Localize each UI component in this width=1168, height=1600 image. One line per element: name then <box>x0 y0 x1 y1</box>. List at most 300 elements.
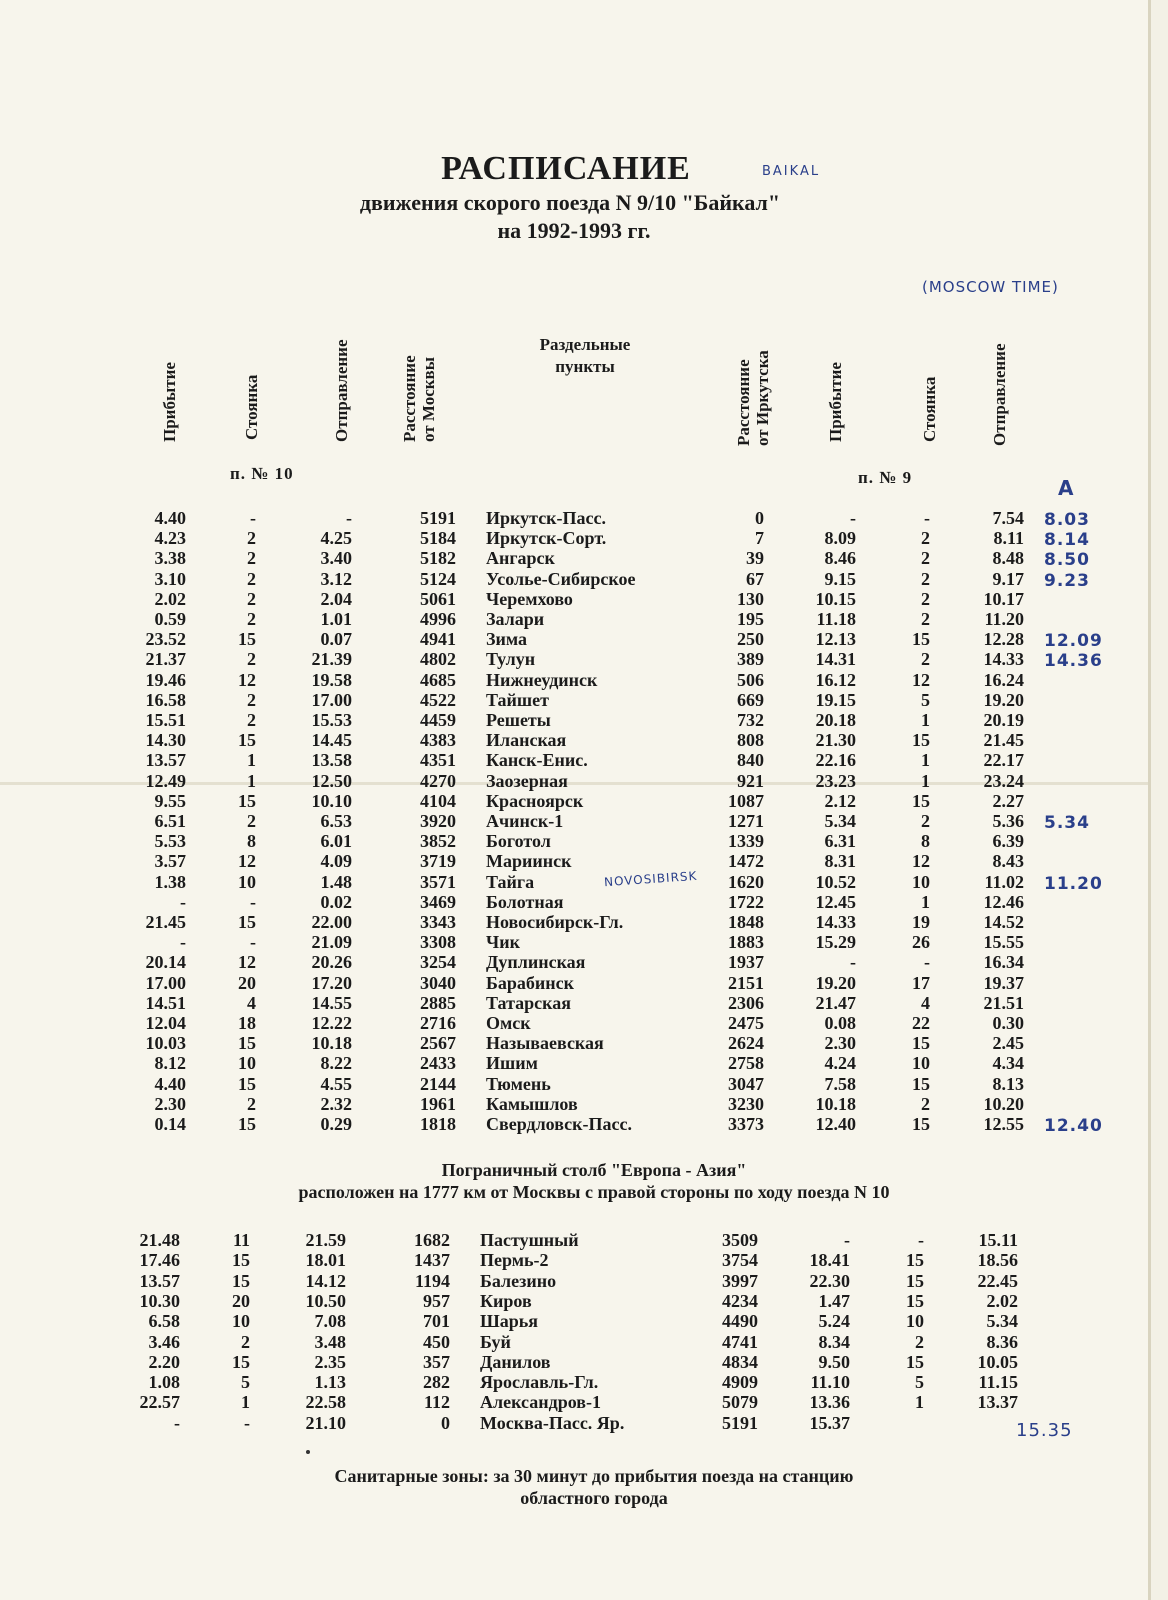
cell-arr9: 8.46 <box>824 548 856 569</box>
cell-arr10: 14.30 <box>145 730 186 751</box>
table-row <box>0 569 1168 589</box>
cell-arr9: - <box>850 508 856 528</box>
cell-stop10: 2 <box>247 710 256 730</box>
cell-name: Свердловск-Пасс. <box>486 1114 633 1134</box>
cell-name: Данилов <box>480 1351 551 1372</box>
cell-stop10: 1 <box>247 750 256 771</box>
cell-stop10: 15 <box>232 1351 250 1372</box>
cell-dm: 701 <box>423 1311 450 1332</box>
cell-di: 130 <box>737 588 764 609</box>
cell-dm: 3469 <box>420 891 456 912</box>
table-row <box>0 1332 1168 1352</box>
cell-di: 808 <box>737 730 764 751</box>
cell-di: 389 <box>737 649 764 670</box>
cell-stop10: 10 <box>232 1311 250 1332</box>
cell-arr10: 17.46 <box>139 1250 180 1271</box>
cell-stop10: - <box>250 932 256 953</box>
cell-name: Мариинск <box>486 851 572 872</box>
cell-dep9: 14.33 <box>983 649 1024 670</box>
cell-arr10: 20.14 <box>145 952 186 973</box>
table-row <box>0 1250 1168 1270</box>
cell-hw: 8.03 <box>1044 510 1090 530</box>
cell-stop10: 2 <box>247 548 256 569</box>
cell-stop9: 15 <box>912 1114 930 1134</box>
cell-name: Барабинск <box>486 972 575 993</box>
cell-dep9: 11.15 <box>978 1372 1018 1393</box>
cell-dep10: 10.10 <box>311 790 352 811</box>
table-row <box>0 993 1168 1013</box>
cell-stop9: 17 <box>912 972 930 993</box>
cell-dep10: 2.35 <box>314 1351 346 1372</box>
cell-arr9: 9.15 <box>824 568 856 589</box>
cell-name: Иркутск-Сорт. <box>486 528 607 549</box>
cell-arr10: 13.57 <box>145 750 186 771</box>
cell-arr10: 4.40 <box>154 508 186 528</box>
cell-stop10: 15 <box>238 912 256 932</box>
cell-stop10: 20 <box>232 1290 250 1311</box>
header-dist-irkutsk-line1: Расстояние <box>734 359 753 446</box>
cell-dm: 4270 <box>420 770 456 791</box>
cell-di: 669 <box>737 689 764 710</box>
cell-name: Называевская <box>486 1033 604 1054</box>
cell-dep10: 12.22 <box>311 1013 352 1033</box>
cell-stop9: 1 <box>921 891 930 912</box>
cell-arr9: 19.20 <box>815 972 856 993</box>
cell-di: 1848 <box>728 912 764 932</box>
table-row <box>0 1271 1168 1291</box>
cell-di: 4834 <box>722 1351 758 1372</box>
cell-name: Тюмень <box>486 1073 551 1094</box>
cell-stop10: 15 <box>238 1073 256 1094</box>
cell-arr10: 4.40 <box>154 1073 186 1094</box>
table-row <box>0 912 1168 932</box>
cell-name: Нижнеудинск <box>486 669 598 690</box>
cell-arr10: 22.57 <box>139 1392 180 1413</box>
cell-name: Тайга <box>486 871 535 892</box>
cell-arr9: 23.23 <box>815 770 856 791</box>
cell-name: Ишим <box>486 1053 538 1074</box>
cell-dep9: 12.46 <box>983 891 1024 912</box>
cell-dm: 2567 <box>420 1033 456 1054</box>
train-9-label: п. № 9 <box>858 468 913 487</box>
cell-arr9: 0.08 <box>824 1013 856 1033</box>
table-row <box>0 811 1168 831</box>
header-departure-9: Отправление <box>990 343 1009 446</box>
handwritten-moscow-time: (MOSCOW TIME) <box>922 278 1059 296</box>
cell-arr10: 9.55 <box>154 790 186 811</box>
cell-arr10: - <box>174 1412 180 1433</box>
table-row <box>0 548 1168 571</box>
cell-stop9: 5 <box>921 689 930 710</box>
cell-stop10: 20 <box>238 972 256 993</box>
cell-dm: 4802 <box>420 649 456 670</box>
cell-dm: 2716 <box>420 1013 456 1033</box>
cell-hw: 12.09 <box>1044 631 1103 652</box>
cell-dep10: 21.10 <box>305 1412 346 1433</box>
cell-name: Болотная <box>486 891 564 912</box>
cell-stop10: 10 <box>238 871 256 892</box>
cell-stop10: - <box>250 891 256 912</box>
header-stop-9: Стоянка <box>920 376 939 442</box>
cell-di: 840 <box>737 750 764 771</box>
cell-dep10: 6.53 <box>320 811 352 831</box>
cell-stop9: 2 <box>921 568 930 589</box>
cell-dep9: 19.20 <box>983 689 1024 710</box>
cell-stop10: 15 <box>232 1270 250 1291</box>
cell-dep9: 2.45 <box>992 1033 1024 1054</box>
cell-arr9: 14.31 <box>815 649 856 670</box>
cell-arr9: 15.29 <box>815 932 856 953</box>
cell-di: 2475 <box>728 1013 764 1033</box>
cell-dep10: 17.00 <box>311 689 352 710</box>
cell-dep9: 22.45 <box>977 1270 1018 1291</box>
cell-stop9: 2 <box>921 649 930 670</box>
cell-stop10: 12 <box>238 669 256 690</box>
cell-dep10: 22.58 <box>305 1392 346 1413</box>
cell-stop9: 2 <box>921 1093 930 1114</box>
cell-stop10: 2 <box>247 1093 256 1114</box>
cell-stop9: 12 <box>912 669 930 690</box>
cell-dep10: 3.40 <box>320 548 352 569</box>
cell-hw: 5.34 <box>1044 813 1090 833</box>
cell-name: Новосибирск-Гл. <box>486 912 624 932</box>
cell-dm: 2433 <box>420 1053 456 1074</box>
cell-arr9: 16.12 <box>815 669 856 690</box>
cell-dep9: 0.30 <box>992 1013 1024 1033</box>
table-row <box>0 1311 1168 1331</box>
cell-arr10: 8.12 <box>154 1053 186 1074</box>
table-row <box>0 750 1168 770</box>
cell-dm: 3571 <box>420 871 456 892</box>
cell-arr9: 20.18 <box>815 710 856 730</box>
cell-arr10: 0.59 <box>154 609 186 629</box>
cell-stop9: 15 <box>912 790 930 811</box>
cell-dm: 4941 <box>420 629 456 650</box>
cell-di: 39 <box>746 548 764 569</box>
cell-arr9: 11.10 <box>810 1372 850 1393</box>
cell-dm: 3308 <box>420 932 456 953</box>
cell-dep9: 15.55 <box>983 932 1024 953</box>
cell-dep10: 3.48 <box>314 1331 346 1352</box>
cell-stop9: 15 <box>912 629 930 650</box>
cell-dm: 282 <box>423 1372 450 1393</box>
cell-dm: 5182 <box>420 548 456 569</box>
cell-stop9: 15 <box>906 1270 924 1291</box>
cell-arr9: 21.30 <box>815 730 856 751</box>
cell-name: Усолье-Сибирское <box>486 568 636 589</box>
table-row <box>0 892 1168 912</box>
cell-dm: 5061 <box>420 588 456 609</box>
cell-stop10: 1 <box>241 1392 250 1413</box>
table-row <box>0 1033 1168 1053</box>
cell-stop10: 15 <box>238 730 256 751</box>
header-dist-irkutsk-line2: от Иркутска <box>753 350 772 446</box>
cell-stop9: 10 <box>906 1311 924 1332</box>
cell-name: Тулун <box>486 649 536 670</box>
cell-name: Пастушный <box>480 1230 579 1250</box>
cell-dep9: 9.17 <box>992 568 1024 589</box>
cell-name: Ярославль-Гл. <box>480 1372 599 1393</box>
cell-dep9: 5.34 <box>986 1311 1018 1332</box>
cell-stop9: - <box>918 1230 924 1250</box>
cell-stop10: 2 <box>247 609 256 629</box>
handwritten-baikal: BAIKAL <box>762 164 821 179</box>
cell-dep10: 2.32 <box>320 1093 352 1114</box>
cell-arr9: 1.47 <box>818 1290 850 1311</box>
cell-dm: 0 <box>441 1412 450 1433</box>
cell-arr10: 0.14 <box>154 1114 186 1134</box>
cell-dep9: 4.34 <box>992 1053 1024 1074</box>
cell-dep10: 14.55 <box>311 992 352 1013</box>
cell-arr9: 4.24 <box>824 1053 856 1074</box>
cell-di: 1620 <box>728 871 764 892</box>
cell-dep9: 12.55 <box>983 1114 1024 1134</box>
table-row <box>0 730 1168 750</box>
cell-dep10: 0.02 <box>320 891 352 912</box>
cell-arr10: 15.51 <box>145 710 186 730</box>
cell-arr10: 10.30 <box>139 1290 180 1311</box>
cell-stop9: 2 <box>921 811 930 831</box>
cell-stop9: 4 <box>921 992 930 1013</box>
cell-dm: 1437 <box>414 1250 450 1271</box>
table-row <box>0 872 1168 892</box>
table-row <box>0 791 1168 811</box>
cell-stop9: 1 <box>921 750 930 771</box>
cell-arr10: 21.37 <box>145 649 186 670</box>
cell-dep9: 8.43 <box>992 851 1024 872</box>
cell-stop10: 12 <box>238 952 256 973</box>
cell-dep10: 7.08 <box>314 1311 346 1332</box>
cell-name: Киров <box>480 1290 532 1311</box>
cell-name: Иркутск-Пасс. <box>486 508 607 528</box>
cell-dm: 4996 <box>420 609 456 629</box>
cell-stop10: 2 <box>247 811 256 831</box>
border-note-line2: расположен на 1777 км от Москвы с правой стороны по ходу поезда N 10 <box>298 1182 890 1202</box>
cell-arr9: 12.40 <box>815 1114 856 1134</box>
cell-arr10: 19.46 <box>145 669 186 690</box>
cell-di: 1271 <box>728 811 764 831</box>
cell-dep9: 21.45 <box>983 730 1024 751</box>
table-row <box>0 1053 1168 1073</box>
handwritten-column-mark: A <box>1058 476 1075 500</box>
footer-sanitary-zones: Санитарные зоны: за 30 минут до прибытия поезда на станцию <box>334 1466 854 1486</box>
cell-arr10: 6.51 <box>154 811 186 831</box>
cell-stop9: 2 <box>915 1331 924 1352</box>
cell-name: Шарья <box>480 1311 539 1332</box>
cell-dep9: 11.02 <box>984 871 1024 892</box>
cell-stop10: 18 <box>238 1013 256 1033</box>
cell-dm: 3040 <box>420 972 456 993</box>
print-dot <box>306 1450 310 1454</box>
header-station-line1: Раздельные <box>539 335 631 354</box>
cell-stop9: 15 <box>912 1033 930 1054</box>
cell-arr10: - <box>180 891 186 912</box>
footer-regional-city: областного города <box>520 1488 668 1508</box>
cell-stop9: 2 <box>921 548 930 569</box>
cell-stop10: 2 <box>247 588 256 609</box>
cell-arr10: 12.04 <box>145 1013 186 1033</box>
cell-hw: 8.50 <box>1044 550 1090 571</box>
cell-dep10: 4.09 <box>320 851 352 872</box>
cell-dm: 2144 <box>420 1073 456 1094</box>
table-row <box>0 973 1168 993</box>
cell-arr10: 3.46 <box>148 1331 180 1352</box>
cell-di: 3997 <box>722 1270 758 1291</box>
cell-stop9: 22 <box>912 1013 930 1033</box>
cell-arr10: 2.02 <box>154 588 186 609</box>
header-stop-10: Стоянка <box>242 374 261 440</box>
cell-stop10: 2 <box>247 568 256 589</box>
cell-name: Канск-Енис. <box>486 750 588 771</box>
cell-arr9: 12.13 <box>815 629 856 650</box>
cell-arr9: 13.36 <box>809 1392 850 1413</box>
cell-dep9: 6.39 <box>992 831 1024 852</box>
cell-stop9: 19 <box>912 912 930 932</box>
cell-dep10: 12.50 <box>311 770 352 791</box>
header-dist-moscow-line2: от Москвы <box>419 357 438 442</box>
cell-stop9: 2 <box>921 528 930 549</box>
cell-stop9: 10 <box>912 1053 930 1074</box>
cell-dep10: 1.48 <box>320 871 352 892</box>
table-row <box>0 1413 1168 1433</box>
cell-di: 5191 <box>722 1412 758 1433</box>
cell-stop9: 1 <box>921 770 930 791</box>
cell-di: 921 <box>737 770 764 791</box>
cell-arr10: 13.57 <box>139 1270 180 1291</box>
cell-name: Ачинск-1 <box>486 811 564 831</box>
cell-name: Иланская <box>486 730 567 751</box>
cell-dep10: 19.58 <box>311 669 352 690</box>
header-dist-moscow-line1: Расстояние <box>400 355 419 442</box>
cell-stop10: 15 <box>238 1033 256 1054</box>
cell-stop9: 10 <box>912 871 930 892</box>
cell-dep10: 18.01 <box>305 1250 346 1271</box>
cell-stop10: 1 <box>247 770 256 791</box>
cell-hw: 9.23 <box>1044 570 1090 591</box>
cell-dep9: 8.48 <box>992 548 1024 569</box>
cell-dep10: 10.18 <box>311 1033 352 1054</box>
cell-name: Тайшет <box>486 689 549 710</box>
cell-name: Боготол <box>486 831 551 852</box>
cell-dep10: 20.26 <box>311 952 352 973</box>
cell-arr9: 9.50 <box>818 1351 850 1372</box>
cell-arr9: 6.31 <box>824 831 856 852</box>
cell-dep9: 14.52 <box>983 912 1024 932</box>
cell-name: Татарская <box>486 992 571 1013</box>
cell-name: Москва-Пасс. Яр. <box>480 1412 625 1433</box>
table-row <box>0 1094 1168 1114</box>
cell-stop10: - <box>244 1412 250 1433</box>
cell-arr10: 23.52 <box>145 629 186 650</box>
cell-di: 3230 <box>728 1093 764 1114</box>
cell-arr9: 8.31 <box>824 851 856 872</box>
cell-name: Омск <box>486 1013 531 1033</box>
cell-arr9: 2.30 <box>824 1033 856 1054</box>
cell-dep9: 11.20 <box>984 609 1024 629</box>
cell-arr9: 8.34 <box>818 1331 850 1352</box>
handwritten-novosibirsk: NOVOSIBIRSK <box>603 868 698 890</box>
cell-arr9: 5.34 <box>824 811 856 831</box>
cell-arr10: 5.53 <box>154 831 186 852</box>
cell-dep9: 21.51 <box>983 992 1024 1013</box>
cell-arr9: 10.15 <box>815 588 856 609</box>
cell-arr10: 4.23 <box>154 528 186 549</box>
cell-hw: 8.14 <box>1044 530 1090 551</box>
cell-arr9: 15.37 <box>809 1412 850 1433</box>
table-row <box>0 528 1168 551</box>
cell-di: 3373 <box>728 1114 764 1134</box>
cell-di: 67 <box>746 568 764 589</box>
cell-arr10: 6.58 <box>148 1311 180 1332</box>
cell-dep9: 2.27 <box>992 790 1024 811</box>
document-title: РАСПИСАНИЕ <box>441 150 691 187</box>
cell-arr9: 19.15 <box>815 689 856 710</box>
cell-dm: 4104 <box>420 790 456 811</box>
cell-dep10: 4.55 <box>320 1073 352 1094</box>
cell-dep9: 18.56 <box>977 1250 1018 1271</box>
cell-stop9: - <box>924 508 930 528</box>
header-departure-10: Отправление <box>332 339 351 442</box>
cell-arr10: 16.58 <box>145 689 186 710</box>
cell-di: 4234 <box>722 1290 758 1311</box>
cell-stop9: 12 <box>912 851 930 872</box>
cell-dep9: 10.17 <box>983 588 1024 609</box>
cell-dep10: 1.01 <box>320 609 352 629</box>
cell-name: Красноярск <box>486 790 584 811</box>
cell-name: Залари <box>486 609 545 629</box>
cell-dep10: - <box>346 508 352 528</box>
header-arrival-10: Прибытие <box>160 362 179 442</box>
cell-stop9: 5 <box>915 1372 924 1393</box>
cell-name: Пермь-2 <box>480 1250 549 1271</box>
cell-name: Александров-1 <box>480 1392 601 1413</box>
table-row <box>0 508 1168 528</box>
cell-di: 1339 <box>728 831 764 852</box>
cell-dm: 4351 <box>420 750 456 771</box>
cell-stop10: 2 <box>247 528 256 549</box>
cell-dm: 5184 <box>420 528 456 549</box>
table-row <box>0 1291 1168 1311</box>
cell-dep10: 3.12 <box>320 568 352 589</box>
cell-dm: 4383 <box>420 730 456 751</box>
cell-di: 250 <box>737 629 764 650</box>
cell-dep9: 12.28 <box>983 629 1024 650</box>
cell-dm: 112 <box>423 1392 450 1413</box>
cell-di: 3047 <box>728 1073 764 1094</box>
cell-di: 1472 <box>728 851 764 872</box>
cell-dep10: 22.00 <box>311 912 352 932</box>
cell-stop10: 15 <box>238 790 256 811</box>
cell-dep10: 14.45 <box>311 730 352 751</box>
table-row <box>0 1074 1168 1094</box>
cell-dm: 5191 <box>420 508 456 528</box>
cell-di: 1937 <box>728 952 764 973</box>
cell-dep10: 10.50 <box>305 1290 346 1311</box>
cell-dep9: 20.19 <box>983 710 1024 730</box>
cell-dep9: 10.20 <box>983 1093 1024 1114</box>
cell-dep9: 8.36 <box>986 1331 1018 1352</box>
cell-arr10: 21.45 <box>145 912 186 932</box>
table-row <box>0 1230 1168 1250</box>
cell-arr10: 3.57 <box>154 851 186 872</box>
cell-name: Балезино <box>480 1270 557 1291</box>
cell-dep9: 23.24 <box>983 770 1024 791</box>
table-row <box>0 710 1168 730</box>
cell-arr9: 18.41 <box>809 1250 850 1271</box>
header-dist-moscow <box>400 355 438 442</box>
cell-stop9: 26 <box>912 932 930 953</box>
cell-name: Решеты <box>486 710 551 730</box>
